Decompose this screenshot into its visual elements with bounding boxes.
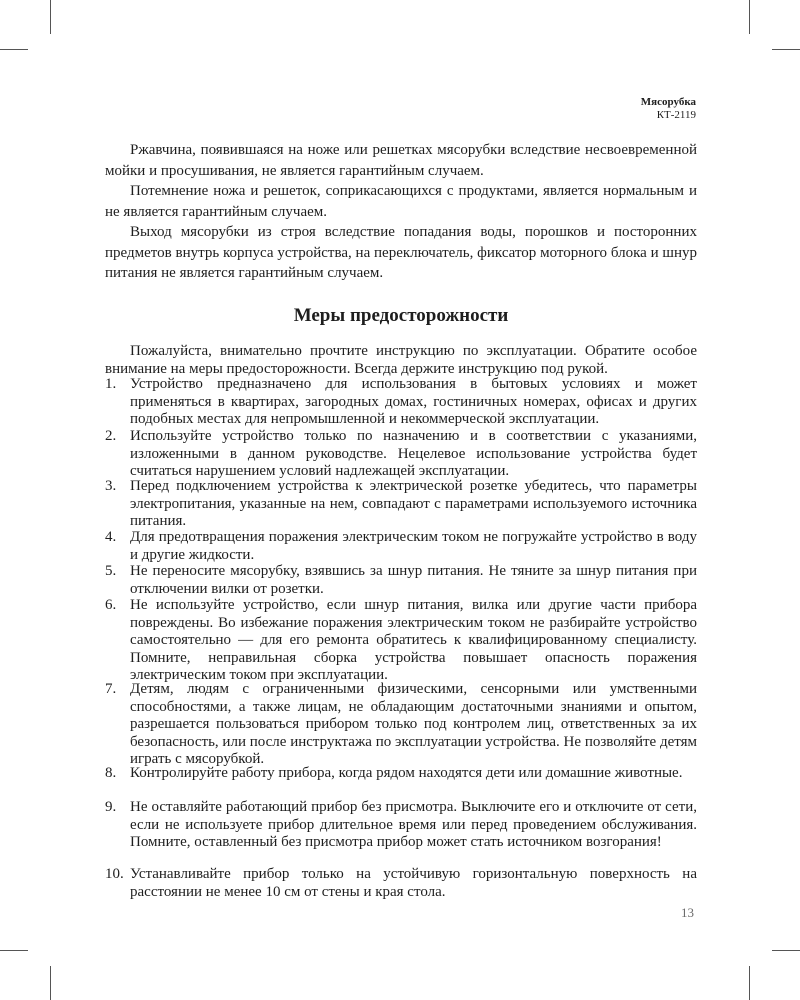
list-item bbox=[105, 866, 697, 901]
list-item-text: Устройство предназначено для использования в бытовых условиях и может применяться в квартирах, загородных домах, гостиничных номерах, офисах и других подобных местах для непромышленной и некоммерческой эксплуатации. bbox=[130, 376, 697, 427]
intro-paragraph: Потемнение ножа и решеток, соприкасающихся с продуктами, является нормальным и не является гарантийным случаем. bbox=[105, 183, 697, 220]
list-item bbox=[105, 376, 697, 429]
intro-paragraph: Ржавчина, появившаяся на ноже или решетках мясорубки вследствие несвоевременной мойки и просушивания, не является гарантийным случаем. bbox=[105, 142, 697, 179]
list-item-number: 4. bbox=[105, 529, 117, 545]
list-item bbox=[105, 597, 697, 685]
section-intro: Пожалуйста, внимательно прочтите инструкцию по эксплуатации. Обратите особое внимание на меры предосторожности. Всегда держите инструкцию под рукой. bbox=[105, 343, 697, 377]
list-item-number: 8. bbox=[105, 765, 117, 781]
list-item-text: Для предотвращения поражения электрическим током не погружайте устройство в воду и другие жидкости. bbox=[130, 529, 697, 563]
list-item-text: Перед подключением устройства к электрической розетке убедитесь, что параметры электропитания, указанные на нем, совпадают с параметрами используемого источника питания. bbox=[130, 478, 697, 529]
crop-mark bbox=[749, 966, 750, 1000]
list-item bbox=[105, 765, 697, 783]
intro-paragraph: Выход мясорубки из строя вследствие попадания воды, порошков и посторонних предметов внутрь корпуса устройства, на переключатель, фиксатор моторного блока и шнур питания не является гарантийным случаем. bbox=[105, 224, 697, 281]
list-item-number: 2. bbox=[105, 428, 117, 444]
list-item-text: Контролируйте работу прибора, когда рядом находятся дети или домашние животные. bbox=[130, 765, 683, 781]
crop-mark bbox=[0, 49, 28, 50]
crop-mark bbox=[0, 950, 28, 951]
list-item-text: Используйте устройство только по назначению и в соответствии с указаниями, изложенными в данном руководстве. Нецелевое использование устройства будет считаться нарушением условий надлежащей эксплуатации. bbox=[130, 428, 697, 479]
list-item-number: 5. bbox=[105, 563, 117, 579]
list-item-text: Детям, людям с ограниченными физическими, сенсорными или умственными способностями, а также лицам, не обладающим достаточными знаниями и опытом, разрешается пользоваться прибором только под контролем лиц, ответственных за их безопасность, или после инструктажа по эксплуатации устройства. Не позволяйте детям играть с мясорубкой. bbox=[130, 681, 697, 767]
list-item-number: 7. bbox=[105, 681, 117, 697]
list-item-text: Не используйте устройство, если шнур питания, вилка или другие части прибора повреждены. Во избежание поражения электрическим током не разбирайте устройство самостоятельно — для его ремонта обратитесь к квалифицированному специалисту. Помните, неправильная сборка устройства повышает опасность поражения электрическим током при эксплуатации. bbox=[130, 597, 697, 683]
list-item bbox=[105, 428, 697, 481]
list-item-number: 10. bbox=[105, 866, 124, 882]
list-item-text: Не оставляйте работающий прибор без присмотра. Выключите его и отключите от сети, если не используете прибор длительное время или перед проведением обслуживания. Помните, оставленный без присмотра прибор может стать источником возгорания! bbox=[130, 799, 697, 850]
list-item-number: 1. bbox=[105, 376, 117, 392]
crop-mark bbox=[50, 0, 51, 34]
list-item bbox=[105, 563, 697, 598]
running-header bbox=[641, 96, 696, 122]
list-item-text: Не переносите мясорубку, взявшись за шнур питания. Не тяните за шнур питания при отключении вилки от розетки. bbox=[130, 563, 697, 597]
list-item-number: 6. bbox=[105, 597, 117, 613]
header-product: Мясорубка bbox=[640, 96, 696, 108]
list-item-number: 3. bbox=[105, 478, 117, 494]
page-number: 13 bbox=[681, 905, 694, 920]
section-title: Меры предосторожности bbox=[293, 305, 509, 326]
list-item-number: 9. bbox=[105, 799, 117, 815]
list-item bbox=[105, 799, 697, 852]
list-item-text: Устанавливайте прибор только на устойчивую горизонтальную поверхность на расстоянии не менее 10 см от стены и края стола. bbox=[130, 866, 697, 900]
crop-mark bbox=[772, 950, 800, 951]
list-item bbox=[105, 681, 697, 769]
list-item bbox=[105, 478, 697, 531]
header-model: КТ-2119 bbox=[656, 109, 696, 121]
list-item bbox=[105, 529, 697, 564]
crop-mark bbox=[50, 966, 51, 1000]
crop-mark bbox=[772, 49, 800, 50]
crop-mark bbox=[749, 0, 750, 34]
